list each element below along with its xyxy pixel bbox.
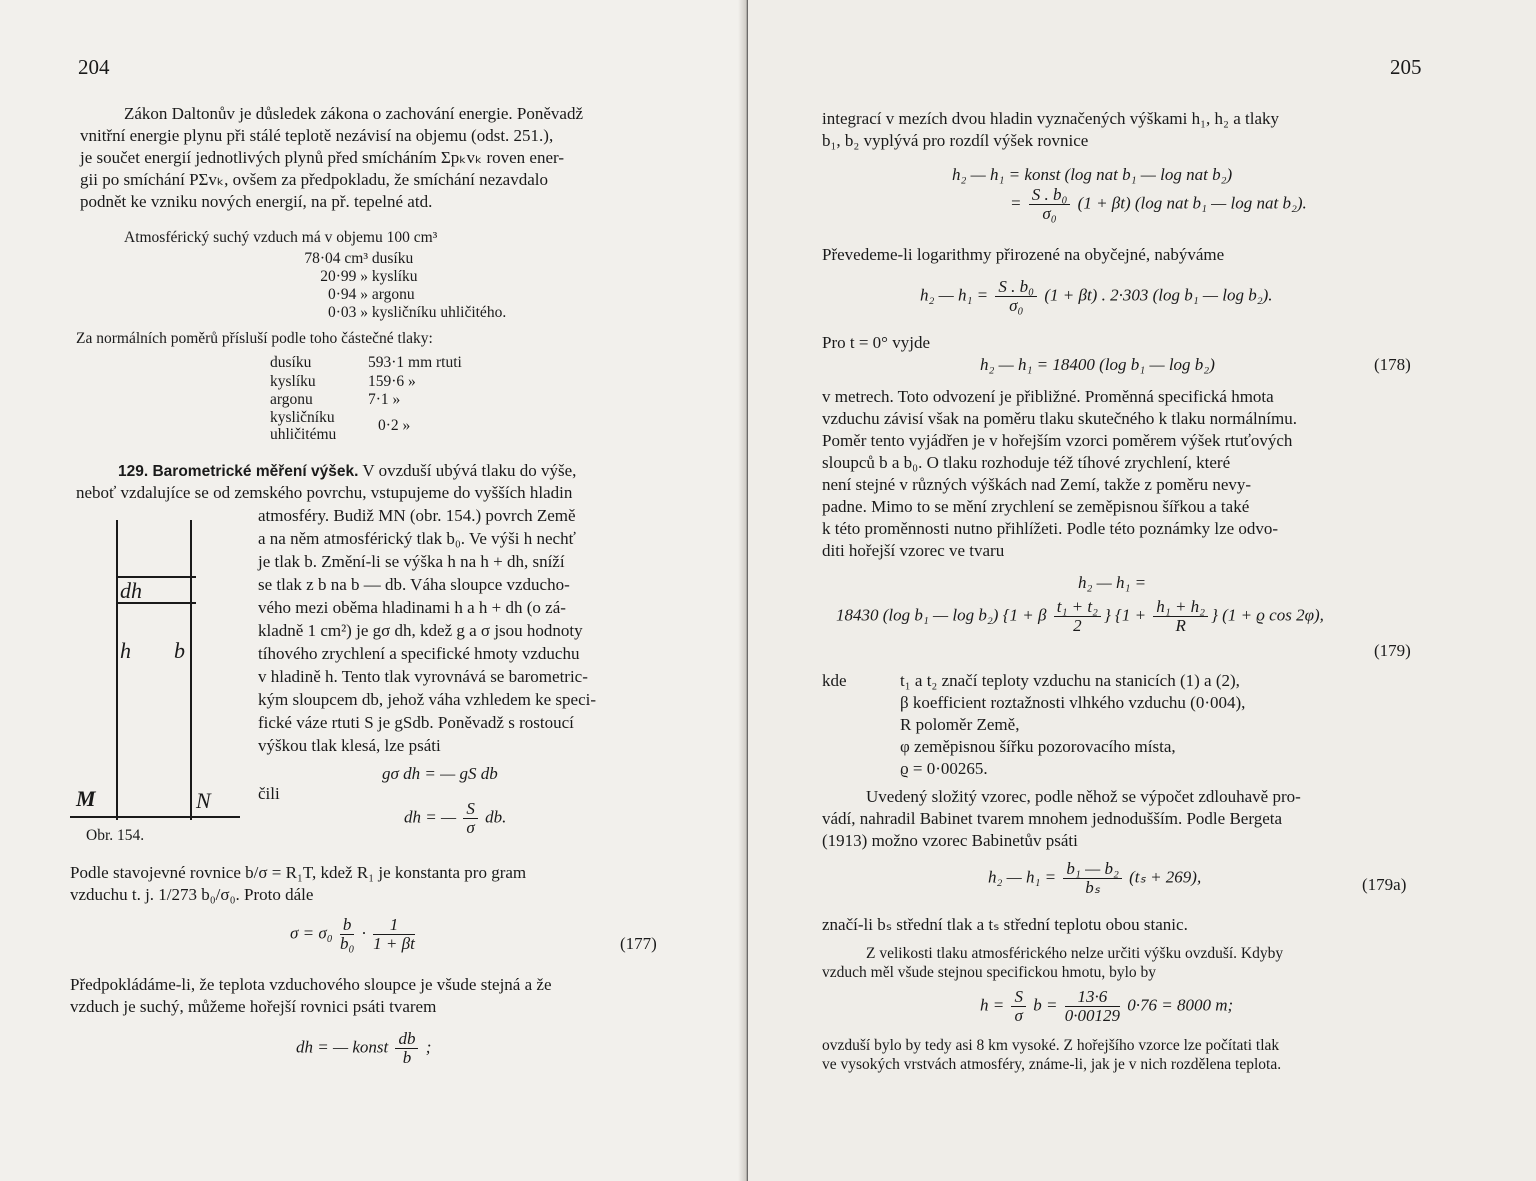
equation: h₂ — h₁ = $\frac{\text{S . b₀}}{\text{σ₀}}$ (1 + βt) . 2·303 (log b₁ — log b₂). [920,277,1273,315]
equation: h₂ — h₁ = konst (log nat b₁ — log nat b₂) [952,165,1233,184]
paragraph-line: integrací v mezích dvou hladin vyznačených výškami h₁, h₂ a tlaky [822,109,1280,128]
definition-line: β koefficient roztažnosti vlhkého vzduchu (0·004), [900,693,1246,712]
equation: gσ dh = — gS db [382,764,498,783]
paragraph-line: vzduchu závisí však na poměru tlaku skutečného k tlaku normálnímu. [822,409,1297,428]
equation: h = $\frac{S}{\sigma}$ b = $\frac{13\cdot 6}{0\cdot 00129}$ 0·76 = 8000 m; [980,987,1234,1025]
figure-label: N [196,788,211,813]
paragraph-line: ve vysokých vrstvách atmosféry, známe-li, jak je v nich rozdělena teplota. [822,1056,1282,1073]
equation-177: σ = σ₀ $\frac{b}{\text{b₀}}$ · $\frac{1}{1 + \beta t}$ [290,915,415,953]
paragraph-line: Atmosférický suchý vzduch má v objemu 100 cm³ [124,229,438,246]
equation-number: (179a) [1362,875,1407,894]
figure-154 [70,520,240,820]
paragraph-line: atmosféry. Budiž MN (obr. 154.) povrch Země [258,506,576,525]
figure-label: h [120,638,131,663]
paragraph-line: ovzduší bylo by tedy asi 8 km vysoké. Z hořejšího vzorce lze počítati tlak [822,1037,1280,1054]
paragraph-line: v hladině h. Tento tlak vyrovnává se barometric- [258,667,588,686]
equation-179: 18430 (log b₁ — log b₂) {1 + β $\frac{\text{t₁ + t₂}}{2}$ } {1 + $\frac{\text{h₁ + h₂}}{R}$ } (1 + ϱ cos 2φ), [836,597,1324,635]
paragraph-line: Z velikosti tlaku atmosférického nelze určiti výšku ovzduší. Kdyby [866,945,1284,962]
paragraph-line: Zákon Daltonův je důsledek zákona o zachování energie. Poněvadž [124,104,583,123]
composition-row: 20·99 » kyslíku [320,268,418,285]
figure-label: dh [120,578,142,603]
right-page [748,0,1536,1181]
paragraph-line: v metrech. Toto odvození je přibližné. Proměnná specifická hmota [822,387,1274,406]
pressure-row: argonu 7·1 » [270,391,401,408]
pressure-row: dusíku 593·1 mm rtuti [270,354,462,371]
definition-line: ϱ = 0·00265. [900,759,988,778]
figure-label: M [76,786,96,811]
left-page [0,0,746,1181]
composition-row: 0·03 » kysličníku uhličitého. [327,304,507,321]
paragraph-line: Předpokládáme-li, že teplota vzduchového sloupce je všude stejná a že [70,975,552,994]
pressure-row-value: 0·2 » [378,417,411,434]
definition-line: φ zeměpisnou šířku pozorovacího místa, [900,737,1176,756]
equation: = $\frac{\text{S . b₀}}{\text{σ₀}}$ (1 + βt) (log nat b₁ — log nat b₂). [1010,185,1307,223]
paragraph-line: vádí, nahradil Babinet tvarem mnohem jednodušším. Podle Bergeta [822,809,1283,828]
definition-line: R poloměr Země, [900,715,1020,734]
paragraph-line: vzduchu t. j. 1/273 b₀/σ₀. Proto dále [70,885,314,904]
paragraph-line: gii po smíchání PΣvₖ, ovšem za předpokladu, že smíchání nezavdalo [80,170,548,189]
equation: h₂ — h₁ = [1078,573,1147,592]
pressure-row: kyslíku 159·6 » [270,373,416,390]
paragraph-line: vnitřní energie plynu při stálé teplotě nezávisí na objemu (odst. 251.), [80,126,554,145]
paragraph-line: vzduch měl všude stejnou specifickou hmotu, bylo by [822,964,1157,981]
paragraph-line: a na něm atmosférický tlak b₀. Ve výši h nechť [258,529,576,548]
definition-line: t₁ a t₂ značí teploty vzduchu na stanicích (1) a (2), [900,671,1240,690]
paragraph-line: padne. Mimo to se mění zrychlení se zeměpisnou šířkou a také [822,497,1250,516]
paragraph-line: Převedeme-li logarithmy přirozené na obyčejné, nabýváme [822,245,1225,264]
paragraph-line: Pro t = 0° vyjde [822,333,930,352]
equation: dh = — $\frac{S}{\sigma}$ db. [404,799,507,837]
paragraph-line: se tlak z b na b — db. Váha sloupce vzducho- [258,575,570,594]
paragraph-line: vzduch je suchý, můžeme hořejší rovnici psáti tvarem [70,997,437,1016]
section-heading: 129. Barometrické měření výšek. V ovzduší ubývá tlaku do výše, [118,461,577,480]
paragraph-line: není stejné v různých výškách nad Zemí, takže z poměru nevy- [822,475,1252,494]
equation-number: (178) [1374,355,1411,374]
paragraph-line: čili [258,784,280,803]
paragraph-line: tíhového zrychlení a specifické hmoty vzduchu [258,644,580,663]
paragraph-line: výškou tlak klesá, lze psáti [258,736,441,755]
equation-number: (179) [1374,641,1411,660]
paragraph-line: Poměr tento vyjádřen je v hořejším vzorci poměrem výšek rtuťových [822,431,1293,450]
paragraph-line: kladně 1 cm²) je gσ dh, kdež g a σ jsou hodnoty [258,621,583,640]
paragraph-line: b₁, b₂ vyplývá pro rozdíl výšek rovnice [822,131,1089,150]
pressure-row-gas: kysličníku uhličitému [270,409,337,443]
equation-178: h₂ — h₁ = 18400 (log b₁ — log b₂) [980,355,1215,374]
equation-number: (177) [620,934,657,953]
paragraph-line: je součet energií jednotlivých plynů před smícháním Σpₖvₖ roven ener- [80,148,565,167]
paragraph-line: je tlak b. Změní-li se výška h na h + dh, sníží [258,552,565,571]
equation: dh = — konst $\frac{db}{b}$ ; [296,1029,432,1067]
paragraph-line: fické váze rtuti S je gSdb. Poněvadž s rostoucí [258,713,574,732]
page-number: 205 [1390,55,1422,79]
paragraph-line: značí-li bₛ střední tlak a tₛ střední teplotu obou stanic. [822,915,1188,934]
paragraph-line: podnět ke vzniku nových energií, na př. tepelné atd. [80,192,433,211]
figure-caption: Obr. 154. [86,827,145,844]
paragraph-line: kde [822,671,847,690]
paragraph-line: Uvedený složitý vzorec, podle něhož se výpočet zdlouhavě pro- [866,787,1301,806]
page-number: 204 [78,55,110,79]
composition-row: 78·04 cm³ dusíku [304,250,414,267]
paragraph-line: diti hořejší vzorec ve tvaru [822,541,1005,560]
paragraph-line: kým sloupcem db, jehož váha vzhledem ke speci- [258,690,596,709]
figure-label: b [174,638,185,663]
paragraph-line: k této proměnnosti nutno přihlížeti. Podle této poznámky lze odvo- [822,519,1279,538]
paragraph-line: Za normálních poměrů přísluší podle toho částečné tlaky: [76,330,433,347]
paragraph-line: (1913) možno vzorec Babinetův psáti [822,831,1078,850]
composition-row: 0·94 » argonu [327,286,415,303]
equation-179a: h₂ — h₁ = $\frac{\text{b₁ — b₂}}{\text{bₛ}}$ (tₛ + 269), [988,859,1202,897]
paragraph-line: Podle stavojevné rovnice b/σ = R₁T, kdež R₁ je konstanta pro gram [70,863,527,882]
paragraph-line: sloupců b a b₀. O tlaku rozhoduje též tíhové zrychlení, které [822,453,1231,472]
paragraph-line: vého mezi oběma hladinami h a h + dh (o zá- [258,598,566,617]
paragraph-line: neboť vzdalujíce se od zemského povrchu, vstupujeme do vyšších hladin [76,483,573,502]
